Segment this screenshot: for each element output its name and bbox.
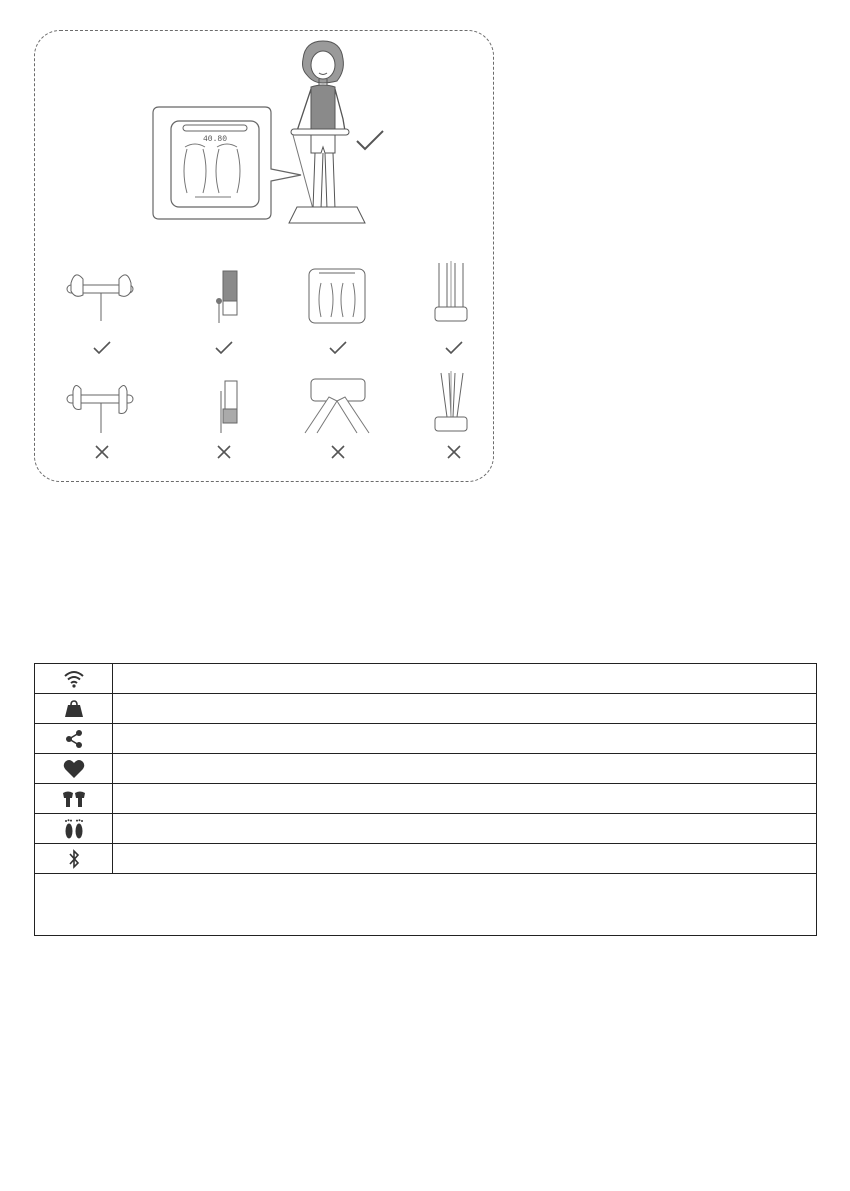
correct-feet-on-scale bbox=[305, 267, 369, 325]
check-icon bbox=[443, 337, 465, 359]
correct-handle-grip bbox=[63, 267, 139, 325]
legend-desc bbox=[113, 724, 816, 753]
legend-row-heart bbox=[35, 754, 816, 784]
check-icon bbox=[91, 337, 113, 359]
wifi-icon bbox=[35, 664, 113, 693]
legend-row-wifi bbox=[35, 664, 816, 694]
scale-display-reading: 40.80 bbox=[203, 135, 228, 144]
share-icon bbox=[35, 724, 113, 753]
cross-icon bbox=[213, 441, 235, 463]
heart-icon bbox=[35, 754, 113, 783]
incorrect-leg-stance bbox=[431, 371, 471, 435]
legend-row-body bbox=[35, 784, 816, 814]
cross-icon bbox=[327, 441, 349, 463]
legend-row-feet bbox=[35, 814, 816, 844]
legend-desc bbox=[113, 664, 816, 693]
incorrect-side-hold bbox=[209, 377, 249, 435]
person-on-scale-illustration bbox=[277, 37, 367, 233]
legend-desc bbox=[113, 784, 816, 813]
legend-desc bbox=[113, 814, 816, 843]
measurement-posture-guide bbox=[34, 30, 494, 482]
check-icon bbox=[213, 337, 235, 359]
legend-desc bbox=[113, 844, 816, 873]
incorrect-feet-on-scale bbox=[301, 377, 373, 435]
legend-desc bbox=[113, 694, 816, 723]
legend-desc bbox=[113, 754, 816, 783]
cross-icon bbox=[91, 441, 113, 463]
correct-leg-stance bbox=[431, 261, 471, 325]
legend-row-share bbox=[35, 724, 816, 754]
body-icon bbox=[35, 784, 113, 813]
icon-legend-table bbox=[34, 663, 817, 936]
bluetooth-icon bbox=[35, 844, 113, 873]
cross-icon bbox=[443, 441, 465, 463]
weight-icon bbox=[35, 694, 113, 723]
legend-note bbox=[35, 874, 816, 933]
correct-side-hold bbox=[209, 267, 249, 325]
large-check-icon bbox=[355, 129, 385, 153]
check-icon bbox=[327, 337, 349, 359]
legend-row-weight bbox=[35, 694, 816, 724]
incorrect-handle-grip bbox=[63, 377, 139, 435]
legend-row-bluetooth bbox=[35, 844, 816, 874]
feet-icon bbox=[35, 814, 113, 843]
